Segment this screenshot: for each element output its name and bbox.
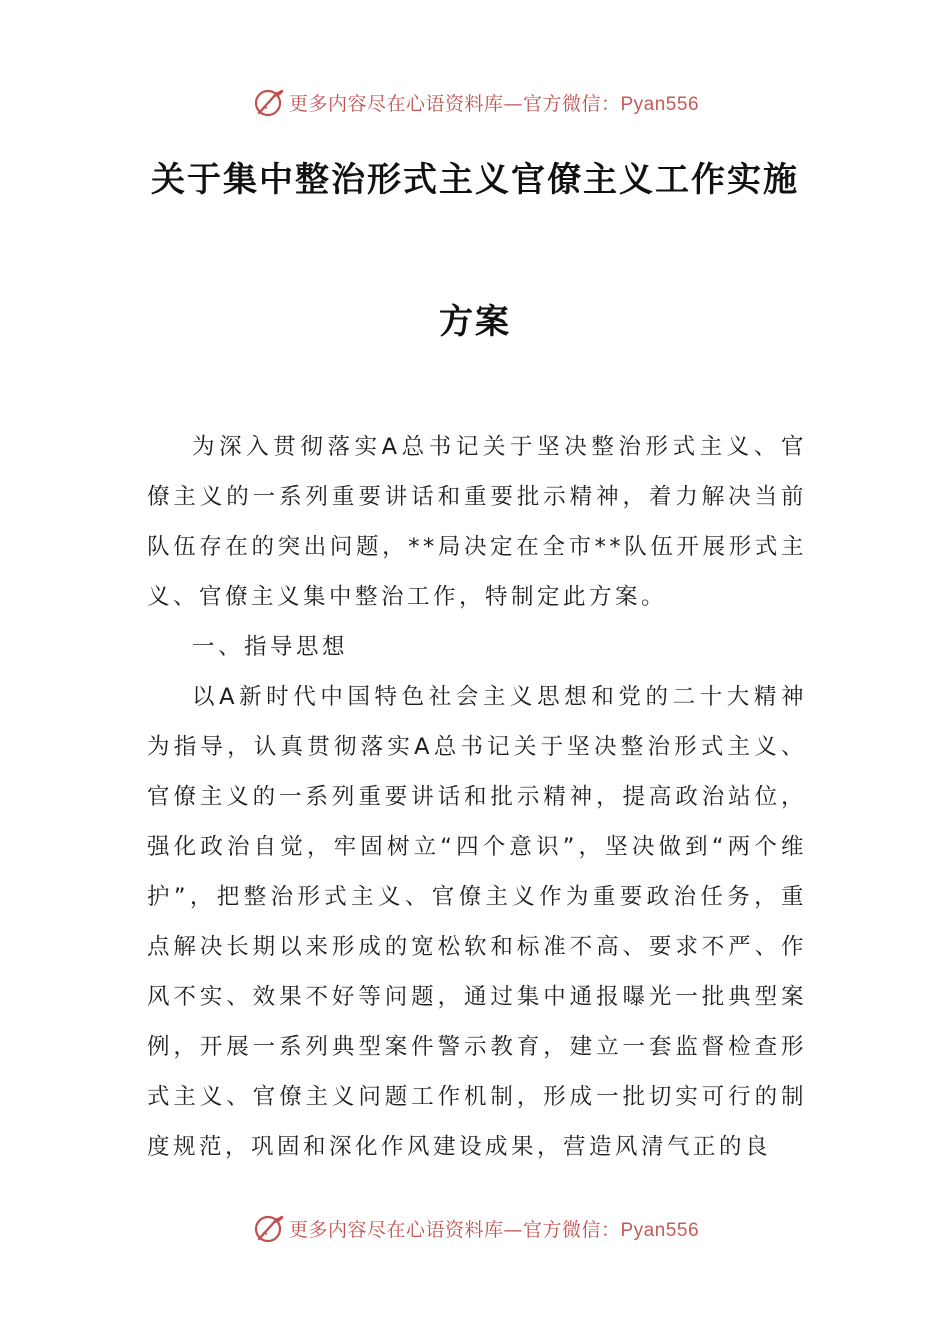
guiding-ideology-paragraph: 以A新时代中国特色社会主义思想和党的二十大精神为指导，认真贯彻落实A总书记关于坚决整治形式主义、官僚主义的一系列重要讲话和批示精神，提高政治站位，强化政治自觉，牢固树立“四个意识”，坚决做到“两个维护”，把整治形式主义、官僚主义作为重要政治任务，重点解决长期以来形成的宽松软和标准不高、要求不严、作风不实、效果不好等问题，通过集中通报曝光一批典型案例，开展一系列典型案件警示教育，建立一套监督检查形式主义、官僚主义问题工作机制，形成一批切实可行的制度规范，巩固和深化作风建设成果，营造风清气正的良 bbox=[147, 684, 807, 1160]
watermark-text: 更多内容尽在心语资料库—官方微信：Pyan556 bbox=[288, 92, 700, 115]
watermark-banner-top bbox=[0, 80, 950, 124]
intro-paragraph: 为深入贯彻落实A总书记关于坚决整治形式主义、官僚主义的一系列重要讲话和重要批示精神，着力解决当前队伍存在的突出问题，**局决定在全市**队伍开展形式主义、官僚主义集中整治工作，特制定此方案。 bbox=[147, 434, 807, 610]
wechat-id: Pyan556 bbox=[620, 93, 700, 115]
watermark-banner-bottom bbox=[0, 1206, 950, 1250]
document-body bbox=[147, 422, 807, 1172]
document-title-line-2: 方案 bbox=[439, 302, 511, 342]
document-title-line-1: 关于集中整治形式主义官僚主义工作实施 bbox=[151, 160, 799, 200]
watermark-text: 更多内容尽在心语资料库—官方微信：Pyan556 bbox=[288, 1218, 700, 1241]
quill-pen-circle-icon bbox=[251, 1211, 285, 1245]
wechat-id: Pyan556 bbox=[620, 1219, 700, 1241]
quill-pen-circle-icon bbox=[251, 85, 285, 119]
section-heading-guiding-ideology: 一、指导思想 bbox=[192, 634, 349, 660]
